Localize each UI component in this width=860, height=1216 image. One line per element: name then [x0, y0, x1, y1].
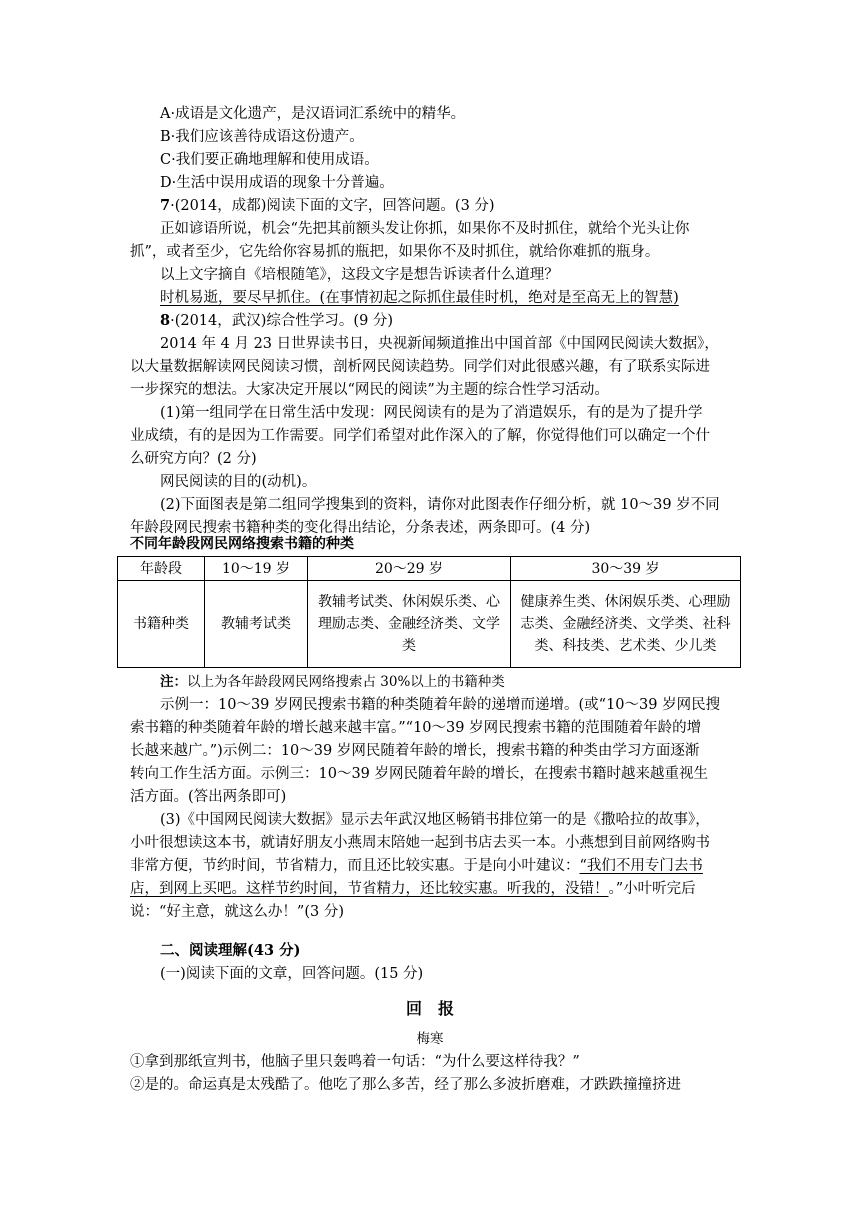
- q7-passage-line: 抓”，或者至少，它先给你容易抓的瓶把，如果你不及时抓住，就给你难抓的瓶身。: [130, 244, 660, 260]
- article-paragraph: ①拿到那纸宣判书，他脑子里只轰鸣着一句话：“为什么要这样待我？”: [130, 1054, 580, 1070]
- q8-sub1-line: 么研究方向？(2 分): [130, 451, 257, 467]
- section-heading: 二、阅读理解(43 分): [160, 942, 301, 959]
- q8-sub2-line: 年龄段网民搜索书籍种类的变化得出结论，分条表述，两条即可。(4 分): [130, 520, 591, 536]
- q8-sub3-line: 说：“好主意，就这么办！”(3 分): [130, 904, 344, 920]
- table-header-cell: 20～29 岁: [308, 557, 511, 581]
- q8-sub3-line: [130, 855, 703, 877]
- example-line: 示例一：10～39 岁网民搜索书籍的种类随着年龄的递增而递增。(或“10～39 岁网民搜: [160, 697, 721, 713]
- q7-answer: 时机易逝，要尽早抓住。(在事情初起之际抓住最佳时机，绝对是至高无上的智慧): [160, 290, 679, 306]
- table-note: [160, 671, 505, 693]
- book-type-table: [117, 556, 741, 668]
- question-text: ·(2014，武汉)综合性学习。(9 分): [170, 313, 394, 329]
- question-8: [160, 310, 393, 332]
- article-paragraph: ②是的。命运真是太残酷了。他吃了那么多苦，经了那么多波折磨难，才跌跌撞撞挤进: [130, 1077, 681, 1093]
- sub3-text: 非常方便，节约时间，节省精力，而且还比较实惠。于是向小叶建议：: [130, 858, 580, 874]
- table-cell: 健康养生类、休闲娱乐类、心理励志类、金融经济类、文学类、社科类、科技类、艺术类、少儿类: [511, 581, 741, 668]
- table-title: 不同年龄段网民网络搜索书籍的种类: [130, 536, 354, 552]
- table-cell: 教辅考试类、休闲娱乐类、心理励志类、金融经济类、文学类: [308, 581, 511, 668]
- table-row: [118, 581, 741, 668]
- table-header-cell: 年龄段: [118, 557, 205, 581]
- table-header-row: [118, 557, 741, 581]
- article-author: 梅寒: [416, 1031, 444, 1047]
- example-line: 转向工作生活方面。示例三：10～39 岁网民随着年龄的增长，在搜索书籍时越来越重视生: [130, 766, 709, 782]
- note-label: 注：: [160, 674, 187, 690]
- sub3-text: 。”小叶听完后: [608, 881, 696, 897]
- q8-intro-line: 2014 年 4 月 23 日世界读书日，央视新闻频道推出中国首部《中国网民阅读大数据》，: [160, 336, 719, 352]
- sub3-answer: “我们不用专门去书: [579, 858, 703, 874]
- q8-intro-line: 一步探究的想法。大家决定开展以“网民的阅读”为主题的综合性学习活动。: [130, 382, 609, 398]
- q8-sub2-line: (2)下面图表是第二组同学搜集到的资料，请你对此图表作仔细分析，就 10～39 岁不同: [160, 497, 720, 513]
- sub3-answer: 店，到网上买吧。这样节约时间，节省精力，还比较实惠。听我的，没错！: [130, 881, 609, 897]
- question-number: 7: [160, 197, 171, 214]
- article-title: 回 报: [405, 999, 454, 1018]
- option-b: B·我们应该善待成语这份遗产。: [160, 129, 364, 145]
- q8-sub3-line: [130, 878, 696, 900]
- q8-sub1-line: (1)第一组同学在日常生活中发现：网民阅读有的是为了消遣娱乐，有的是为了提升学: [160, 405, 703, 421]
- table-cell: 教辅考试类: [205, 581, 308, 668]
- q7-passage-line: 正如谚语所说，机会“先把其前额头发让你抓，如果你不及时抓住，就给个光头让你: [160, 221, 690, 237]
- q8-sub1-line: 业成绩，有的是因为工作需要。同学们希望对此作深入的了解，你觉得他们可以确定一个什: [130, 428, 710, 444]
- example-line: 活方面。(答出两条即可): [130, 789, 287, 805]
- table-header-cell: 10～19 岁: [205, 557, 308, 581]
- note-text: 以上为各年龄段网民网络搜索占 30%以上的书籍种类: [187, 674, 505, 690]
- q8-sub1-answer: 网民阅读的目的(动机)。: [160, 474, 317, 490]
- q8-sub3-line: (3)《中国网民阅读大数据》显示去年武汉地区畅销书排位第一的是《撒哈拉的故事》，: [160, 812, 710, 828]
- table-header-cell: 30～39 岁: [511, 557, 741, 581]
- question-number: 8: [160, 312, 171, 329]
- table-cell: 书籍种类: [118, 581, 205, 668]
- q8-sub3-line: 小叶很想读这本书，就请好朋友小燕周末陪她一起到书店去买一本。小燕想到目前网络购书: [130, 835, 710, 851]
- question-text: ·(2014，成都)阅读下面的文字，回答问题。(3 分): [170, 198, 495, 214]
- q8-intro-line: 以大量数据解读网民阅读习惯，剖析网民阅读趋势。同学们对此很感兴趣，有了联系实际进: [130, 359, 710, 375]
- q7-prompt: 以上文字摘自《培根随笔》，这段文字是想告诉读者什么道理？: [160, 267, 559, 283]
- option-a: A·成语是文化遗产，是汉语词汇系统中的精华。: [160, 106, 466, 122]
- option-d: D·生活中误用成语的现象十分普遍。: [160, 175, 394, 191]
- question-7: [160, 195, 495, 217]
- example-line: 长越来越广。”)示例二：10～39 岁网民随着年龄的增长，搜索书籍的种类由学习方面逐渐: [130, 743, 700, 759]
- option-c: C·我们要正确地理解和使用成语。: [160, 152, 379, 168]
- section-subheading: (一)阅读下面的文章，回答问题。(15 分): [160, 966, 424, 982]
- example-line: 索书籍的种类随着年龄的增长越来越丰富。”“10～39 岁网民搜索书籍的范围随着年龄的增: [130, 720, 702, 736]
